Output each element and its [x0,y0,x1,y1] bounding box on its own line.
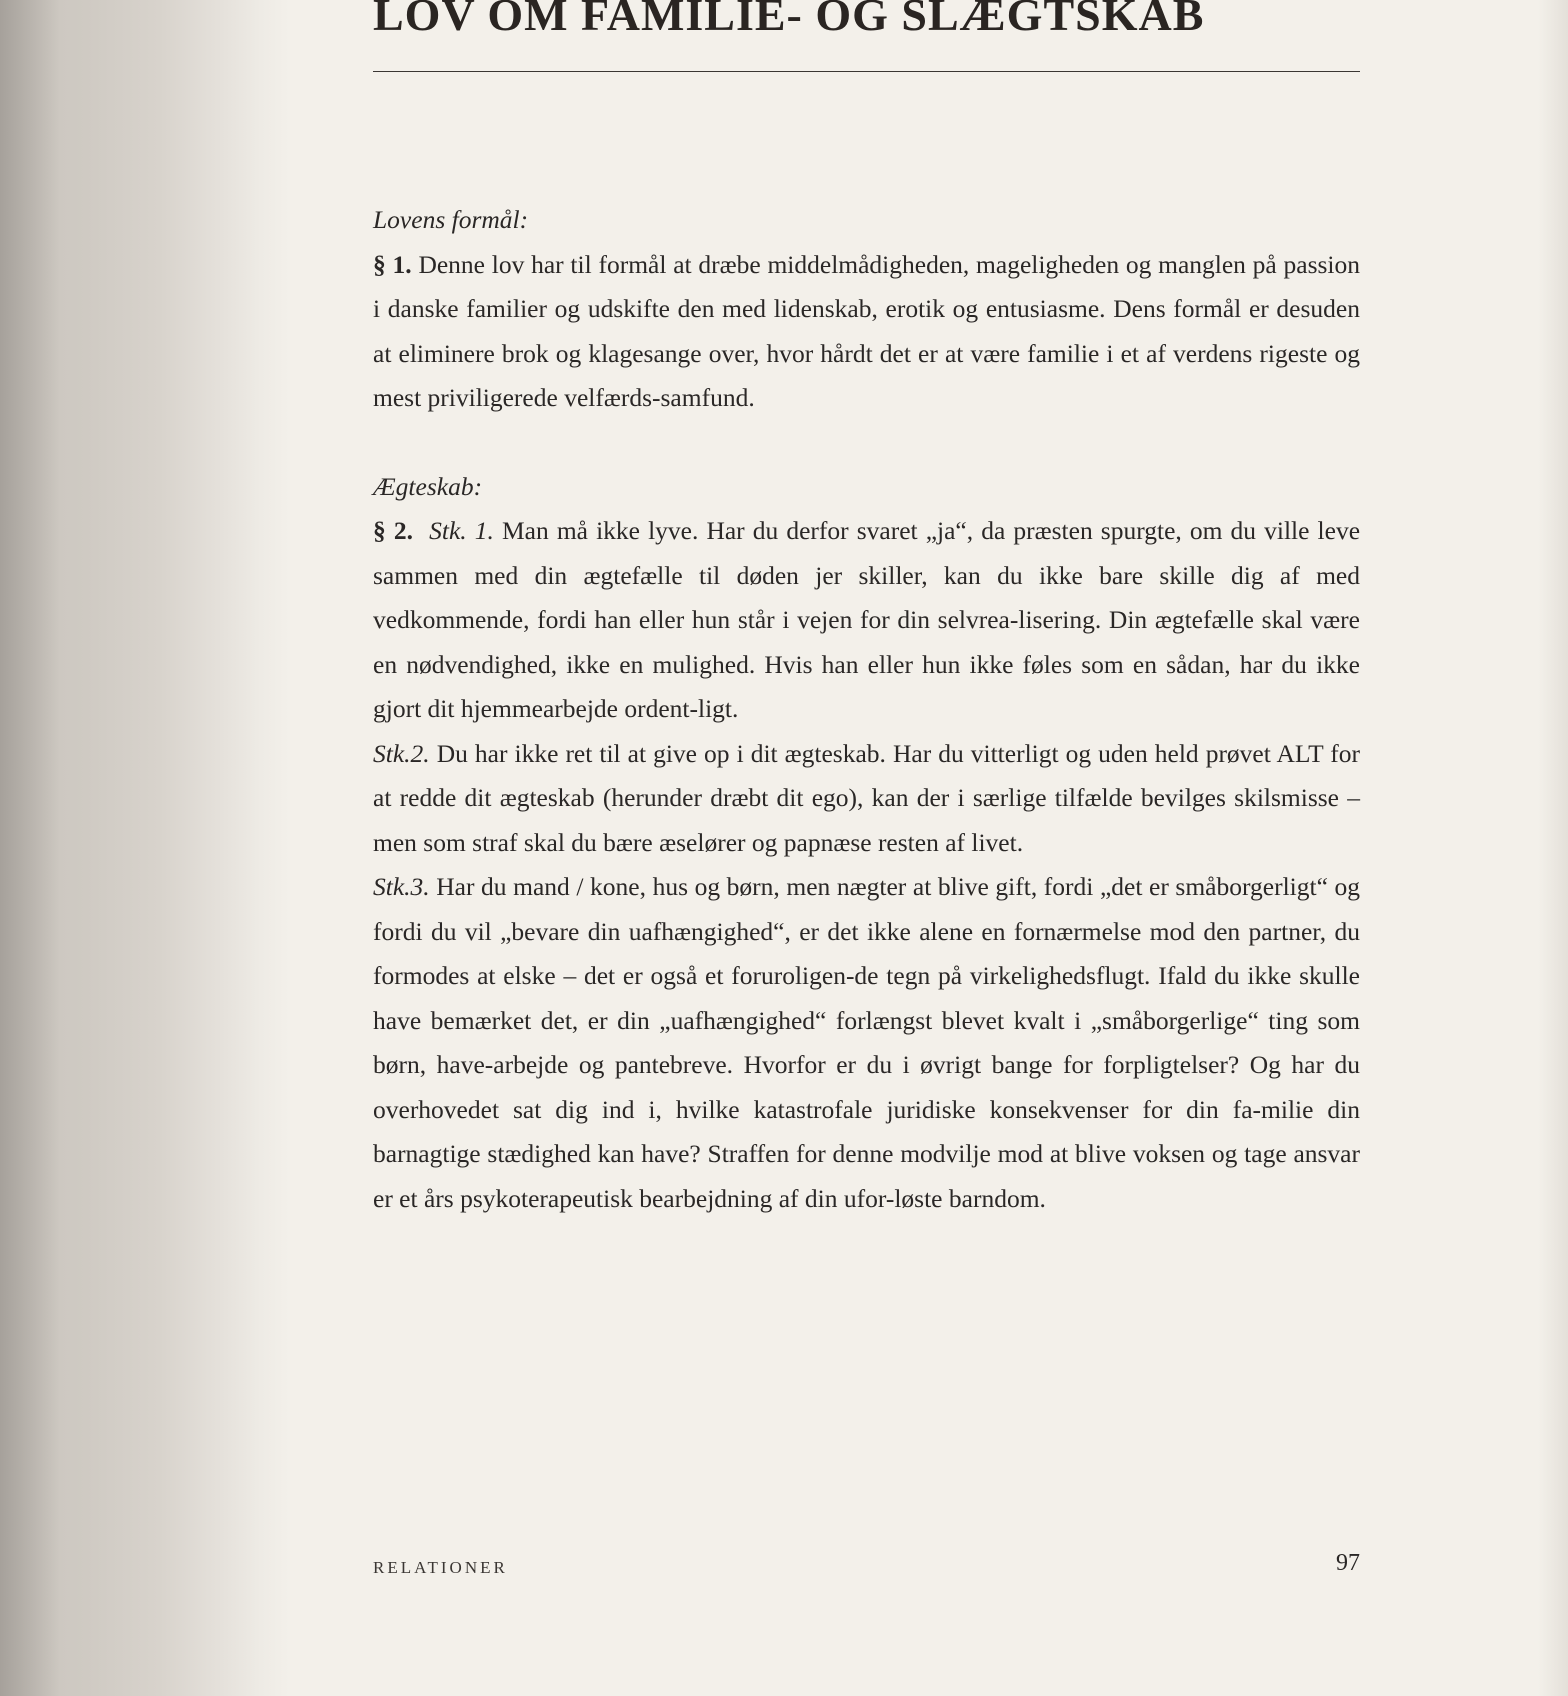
page-body [373,198,1360,1221]
section-number: § 2. [373,516,413,545]
stk-label: Stk.3. [373,872,430,901]
section-heading-aegteskab: Ægteskab: [373,471,483,501]
book-page [373,0,1360,1696]
stk-label: Stk. 1. [429,516,494,545]
running-head: RELATIONER [373,1558,508,1577]
stk-label: Stk.2. [373,738,430,768]
chapter-title: LOV OM FAMILIE- OG SLÆGTSKAB [373,0,1205,40]
paragraph-text: Denne lov har til formål at dræbe middelmådigheden, mageligheden og manglen på passion i danske familier og udskifte den med lidenskab, erotik og entusiasme. Dens formål er desuden at eliminere brok og klagesange over, hvor hårdt det er at være familie i et af verdens rigeste og mest priviligerede velfærds-samfund. [373,249,1361,412]
paragraph-text: Har du mand / kone, hus og børn, men nægter at blive gift, fordi „det er småborgerligt“ og fordi du vil „bevare din uafhængighed“, er det ikke alene en fornærmelse mod den partner, du formodes at elske – det er også et foruroligen-de tegn på virkelighedsflugt. Ifald du ikke skulle have bemærket det, er din „uafhængighed“ forlængst blevet kvalt i „småborgerlige“ ting som børn, have-arbejde og pantebreve. Hvorfor er du i øvrigt bange for forpligtelser? Og har du overhovedet sat dig ind i, hvilke katastrofale juridiske konsekvenser for din fa-milie din barnagtige stædighed kan have? Straffen for denne modvilje mod at blive voksen og tage ansvar er et års psykoterapeutisk bearbejdning af din ufor-løste barndom. [373,872,1360,1213]
section-number: § 1. [373,249,412,279]
paragraph-2-stk-3 [373,865,1360,1221]
title-divider [373,71,1360,72]
page-footer [373,1548,1360,1588]
paragraph-2-stk-1 [373,509,1360,732]
section-spacer [373,421,1360,465]
paragraph-text: Du har ikke ret til at give op i dit ægteskab. Har du vitterligt og uden held prøvet ALT for at redde dit ægteskab (herunder dræbt dit ego), kan der i særlige tilfælde bevilges skilsmisse – men som straf skal du bære æselører og papnæse resten af livet. [373,738,1361,857]
section-heading-formaal: Lovens formål: [373,205,529,234]
paragraph-text: Man må ikke lyve. Har du derfor svaret „ja“, da præsten spurgte, om du ville leve sammen med din ægtefælle til døden jer skiller, kan du ikke bare skille dig af med vedkommende, fordi han eller hun står i vejen for din selvrea-lisering. Din ægtefælle skal være en nødvendighed, ikke en mulighed. Hvis han eller hun ikke føles som en sådan, har du ikke gjort dit hjemmearbejde ordent-ligt. [373,516,1361,723]
book-spine-shade [0,0,60,1696]
paragraph-2-stk-2 [373,732,1360,866]
paragraph-1 [373,243,1360,421]
page-number: 97 [1336,1550,1360,1576]
page-edge [1538,0,1568,1696]
